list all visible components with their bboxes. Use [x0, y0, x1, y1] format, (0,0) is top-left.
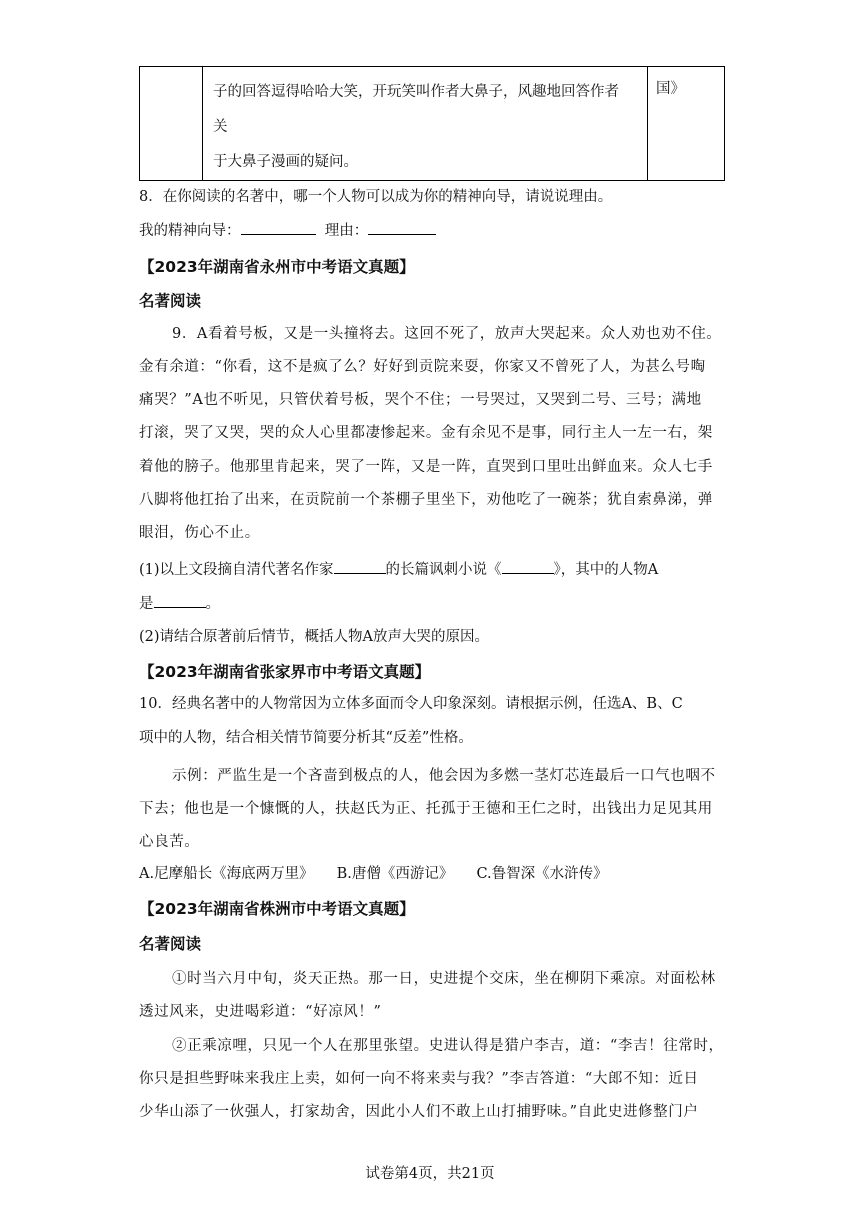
- table-line-2: 关: [213, 119, 228, 135]
- table-line-3: 于大鼻子漫画的疑问。: [213, 154, 358, 170]
- q8-guide-blank[interactable]: [241, 220, 316, 235]
- para2-line: ②正乘凉哩，只见一个人在那里张望。史进认得是猎户李吉，道：“李吉！往常时，: [172, 1038, 724, 1054]
- table-cell-right: [648, 67, 725, 181]
- q1-blank-novel[interactable]: [502, 559, 554, 574]
- option-b: B.唐僧《西游记》: [336, 866, 454, 882]
- passage-line: 金有余道：“你看，这不是疯了么？好好到贡院来耍，你家又不曾死了人，为甚么号啕: [139, 359, 706, 375]
- q10-line: 10．经典名著中的人物常因为立体多面而令人印象深刻。请根据示例，任选A、B、C: [139, 696, 683, 712]
- section-heading-yongzhou: 【2023年湖南省永州市中考语文真题】: [139, 258, 415, 276]
- q8-guide-label: 我的精神向导：: [139, 223, 241, 239]
- section-subheading-yongzhou: 名著阅读: [139, 292, 202, 310]
- para1-line: 透过风来，史进喝彩道：“好凉风！”: [139, 1004, 382, 1020]
- q10-line: 项中的人物，结合相关情节简要分析其“反差”性格。: [139, 730, 473, 746]
- section-heading-zhuzhou: 【2023年湖南省株洲市中考语文真题】: [139, 900, 415, 918]
- table-cell-middle: [203, 67, 648, 181]
- passage-line: 八脚将他扛抬了出来，在贡院前一个茶棚子里坐下，劝他吃了一碗茶；犹自索鼻涕，弹: [139, 492, 713, 508]
- table-right-text: 国》: [656, 81, 685, 97]
- table-cell-left: [140, 67, 203, 181]
- passage-line: 痛哭？”A也不听见，只管伏着号板，哭个不住；一号哭过，又哭到二号、三号；满地: [139, 392, 702, 408]
- passage-line: 着他的膀子。他那里肯起来，哭了一阵，又是一阵，直哭到口里吐出鲜血来。众人七手: [139, 459, 713, 475]
- q8-question: 8．在你阅读的名著中，哪一个人物可以成为你的精神向导，请说说理由。: [139, 189, 613, 205]
- sub-question-1-cont: [139, 593, 220, 614]
- q1-text-d: 是: [139, 596, 154, 612]
- para2-line: 少华山添了一伙强人，打家劫舍，因此小人们不敢上山打捕野味。”自此史进修整门户: [139, 1104, 699, 1120]
- passage-line: 眼泪，伤心不止。: [139, 525, 260, 541]
- example-line: 示例：严监生是一个吝啬到极点的人，他会因为多燃一茎灯芯连最后一口气也咽不: [172, 768, 716, 784]
- q1-text-c: 》，其中的人物A: [553, 562, 659, 578]
- q8-reason-label: 理由：: [324, 223, 369, 239]
- passage-line: 打滚，哭了又哭，哭的众人心里都凄惨起来。金有余见不是事，同行主人一左一右，架: [139, 425, 713, 441]
- section-heading-zhangjiajie: 【2023年湖南省张家界市中考语文真题】: [139, 663, 431, 681]
- option-a: A.尼摩船长《海底两万里》: [139, 866, 314, 882]
- passage-line: 9．A看着号板，又是一头撞将去。这回不死了，放声大哭起来。众人劝也劝不住。: [172, 326, 722, 342]
- page-footer: 试卷第4页，共21页: [365, 1166, 495, 1182]
- q1-text-e: 。: [205, 596, 220, 612]
- q8-reason-blank[interactable]: [368, 220, 436, 235]
- example-line: 心良苦。: [139, 834, 200, 850]
- para2-line: 你只是担些野味来我庄上卖，如何一向不将来卖与我？”李吉答道：“大郎不知：近日: [139, 1071, 699, 1087]
- table-fragment: [139, 66, 725, 181]
- q1-blank-author[interactable]: [334, 559, 386, 574]
- q1-blank-character[interactable]: [154, 593, 206, 608]
- q8-answer-line: [139, 220, 436, 241]
- q1-text-b: 的长篇讽刺小说《: [385, 562, 502, 578]
- option-c: C.鲁智深《水浒传》: [476, 866, 608, 882]
- sub-question-1: [139, 559, 658, 580]
- section-subheading-zhuzhou: 名著阅读: [139, 935, 202, 953]
- para1-line: ①时当六月中旬，炎天正热。那一日，史进提个交床，坐在柳阴下乘凉。对面松林: [172, 971, 716, 987]
- q1-text-a: (1)以上文段摘自清代著名作家: [139, 562, 334, 578]
- table-line-1: 子的回答逗得哈哈大笑，开玩笑叫作者大鼻子，风趣地回答作者: [213, 84, 619, 100]
- example-line: 下去；他也是一个慷慨的人，扶赵氏为正、托孤于王德和王仁之时，出钱出力足见其用: [139, 801, 713, 817]
- sub-question-2: (2)请结合原著前后情节，概括人物A放声大哭的原因。: [139, 629, 490, 645]
- options-line: [139, 864, 608, 884]
